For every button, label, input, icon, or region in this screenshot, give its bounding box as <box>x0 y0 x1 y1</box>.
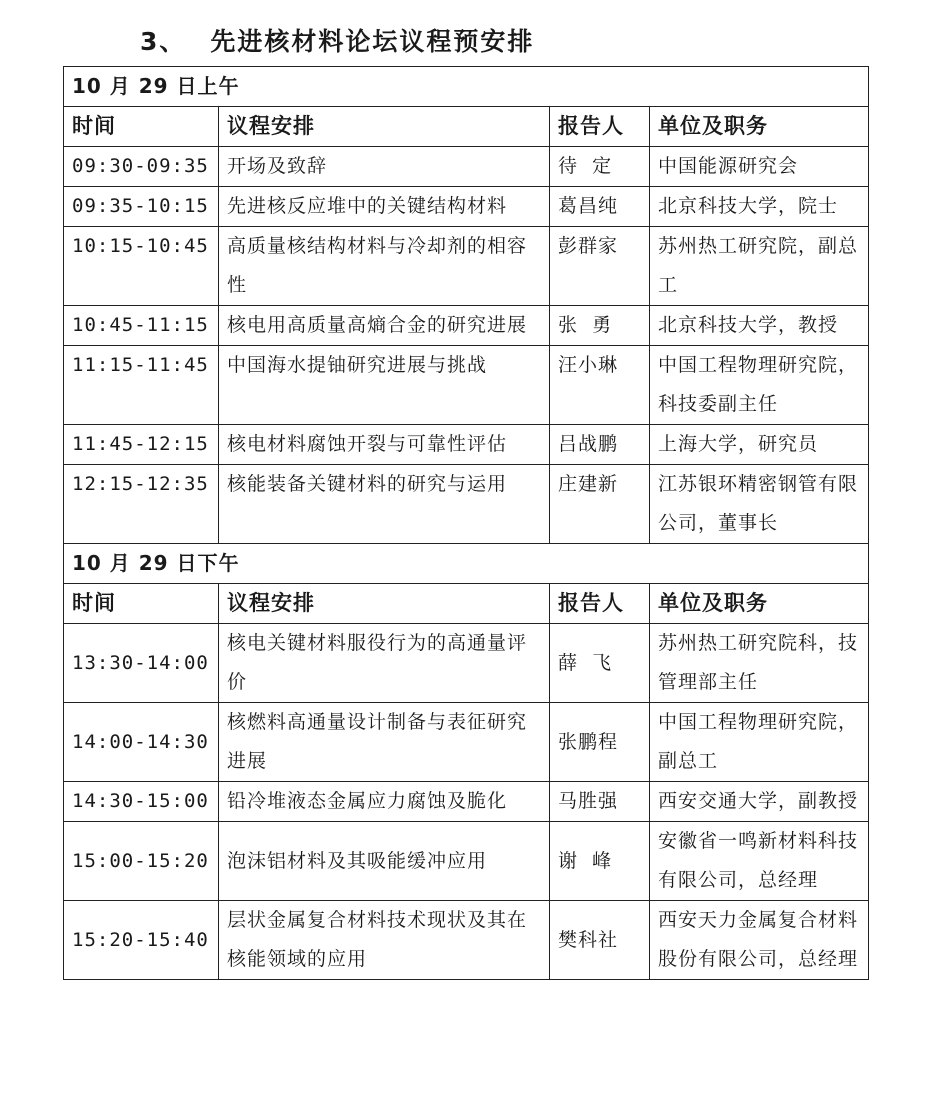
row-org: 北京科技大学，教授 <box>650 306 869 346</box>
row-speaker: 樊科社 <box>550 901 650 980</box>
table-row <box>64 227 869 306</box>
table-row <box>64 187 869 227</box>
row-org: 中国工程物理研究院，副总工 <box>650 703 869 782</box>
row-speaker: 待 定 <box>550 147 650 187</box>
row-topic: 泡沫铝材料及其吸能缓冲应用 <box>219 822 550 901</box>
row-speaker: 葛昌纯 <box>550 187 650 227</box>
row-org: 中国能源研究会 <box>650 147 869 187</box>
row-speaker: 吕战鹏 <box>550 425 650 465</box>
morning-section-row <box>64 67 869 107</box>
row-time: 09:30-09:35 <box>64 147 219 187</box>
table-row <box>64 624 869 703</box>
row-topic: 核燃料高通量设计制备与表征研究进展 <box>219 703 550 782</box>
header-time: 时间 <box>64 584 219 624</box>
row-speaker: 马胜强 <box>550 782 650 822</box>
row-topic: 核电关键材料服役行为的高通量评价 <box>219 624 550 703</box>
header-time: 时间 <box>64 107 219 147</box>
row-speaker: 张 勇 <box>550 306 650 346</box>
row-topic: 核能装备关键材料的研究与运用 <box>219 465 550 544</box>
table-row <box>64 901 869 980</box>
table-row <box>64 425 869 465</box>
table-row <box>64 465 869 544</box>
row-topic: 铅冷堆液态金属应力腐蚀及脆化 <box>219 782 550 822</box>
row-time: 09:35-10:15 <box>64 187 219 227</box>
table-row <box>64 822 869 901</box>
section-title: 先进核材料论坛议程预安排 <box>210 27 535 56</box>
header-topic: 议程安排 <box>219 107 550 147</box>
row-speaker: 彭群家 <box>550 227 650 306</box>
page-title <box>140 22 534 58</box>
row-speaker: 汪小琳 <box>550 346 650 425</box>
row-speaker: 张鹏程 <box>550 703 650 782</box>
table-row <box>64 782 869 822</box>
header-speaker: 报告人 <box>550 584 650 624</box>
row-speaker: 薛 飞 <box>550 624 650 703</box>
row-time: 15:20-15:40 <box>64 901 219 980</box>
table-row <box>64 346 869 425</box>
row-time: 11:15-11:45 <box>64 346 219 425</box>
header-topic: 议程安排 <box>219 584 550 624</box>
row-org: 中国工程物理研究院，科技委副主任 <box>650 346 869 425</box>
row-topic: 先进核反应堆中的关键结构材料 <box>219 187 550 227</box>
agenda-table <box>63 66 869 980</box>
row-org: 上海大学，研究员 <box>650 425 869 465</box>
morning-label: 10 月 29 日上午 <box>64 67 869 107</box>
row-time: 11:45-12:15 <box>64 425 219 465</box>
row-topic: 中国海水提铀研究进展与挑战 <box>219 346 550 425</box>
row-org: 北京科技大学，院士 <box>650 187 869 227</box>
row-topic: 高质量核结构材料与冷却剂的相容性 <box>219 227 550 306</box>
row-time: 13:30-14:00 <box>64 624 219 703</box>
row-org: 安徽省一鸣新材料科技有限公司，总经理 <box>650 822 869 901</box>
row-time: 14:00-14:30 <box>64 703 219 782</box>
row-topic: 核电用高质量高熵合金的研究进展 <box>219 306 550 346</box>
row-org: 江苏银环精密钢管有限公司，董事长 <box>650 465 869 544</box>
row-time: 10:15-10:45 <box>64 227 219 306</box>
row-time: 15:00-15:20 <box>64 822 219 901</box>
row-topic: 核电材料腐蚀开裂与可靠性评估 <box>219 425 550 465</box>
row-topic: 开场及致辞 <box>219 147 550 187</box>
row-org: 苏州热工研究院，副总工 <box>650 227 869 306</box>
afternoon-label: 10 月 29 日下午 <box>64 544 869 584</box>
header-org: 单位及职务 <box>650 107 869 147</box>
afternoon-section-row <box>64 544 869 584</box>
row-topic: 层状金属复合材料技术现状及其在核能领域的应用 <box>219 901 550 980</box>
row-time: 10:45-11:15 <box>64 306 219 346</box>
table-row <box>64 147 869 187</box>
row-speaker: 庄建新 <box>550 465 650 544</box>
row-org: 西安交通大学，副教授 <box>650 782 869 822</box>
table-row <box>64 306 869 346</box>
row-time: 14:30-15:00 <box>64 782 219 822</box>
row-speaker: 谢 峰 <box>550 822 650 901</box>
section-number: 3、 <box>140 27 187 56</box>
row-time: 12:15-12:35 <box>64 465 219 544</box>
header-org: 单位及职务 <box>650 584 869 624</box>
header-speaker: 报告人 <box>550 107 650 147</box>
header-row <box>64 584 869 624</box>
table-row <box>64 703 869 782</box>
row-org: 苏州热工研究院科，技管理部主任 <box>650 624 869 703</box>
row-org: 西安天力金属复合材料股份有限公司，总经理 <box>650 901 869 980</box>
header-row <box>64 107 869 147</box>
